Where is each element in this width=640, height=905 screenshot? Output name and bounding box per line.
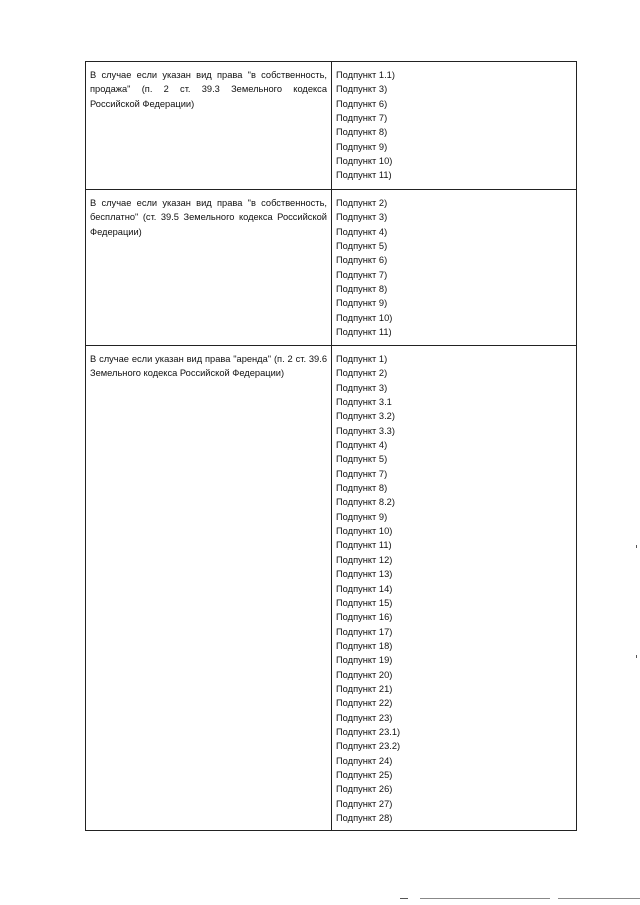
list-item: Подпункт 5) <box>336 241 388 252</box>
list-item: Подпункт 4) <box>336 226 388 237</box>
list-item: Подпункт 11) <box>336 327 392 338</box>
list-item: Подпункт 2) <box>336 368 388 379</box>
condition-cell <box>86 190 332 346</box>
list-item: Подпункт 27) <box>336 798 393 809</box>
table-row <box>86 62 577 190</box>
list-item: Подпункт 21) <box>336 683 393 694</box>
list-item: Подпункт 7) <box>336 113 388 124</box>
list-item: Подпункт 10) <box>336 156 393 167</box>
list-item: Подпункт 24) <box>336 755 393 766</box>
condition-text: В случае если указан вид права "аренда" (п. 2 ст. 39.6 Земельного кодекса Российской Федерации) <box>90 354 327 379</box>
list-item: Подпункт 19) <box>336 655 393 666</box>
list-item: Подпункт 3) <box>336 212 388 223</box>
list-item: Подпункт 3) <box>336 84 388 95</box>
condition-cell <box>86 62 332 190</box>
list-item: Подпункт 14) <box>336 583 393 594</box>
list-item: Подпункт 11) <box>336 540 392 551</box>
condition-cell <box>86 346 332 831</box>
list-item: Подпункт 2) <box>336 198 388 208</box>
list-item: Подпункт 6) <box>336 255 388 266</box>
list-item: Подпункт 22) <box>336 698 393 709</box>
list-item: Подпункт 3.2) <box>336 411 395 422</box>
list-item: Подпункт 11) <box>336 170 392 181</box>
list-item: Подпункт 28) <box>336 813 393 823</box>
list-item: Подпункт 8) <box>336 127 388 138</box>
list-item: Подпункт 1) <box>336 354 388 364</box>
list-item: Подпункт 7) <box>336 468 388 479</box>
list-item: Подпункт 25) <box>336 769 393 780</box>
list-item: Подпункт 1.1) <box>336 70 395 80</box>
list-item: Подпункт 9) <box>336 141 388 152</box>
list-item: Подпункт 8) <box>336 284 388 295</box>
list-item: Подпункт 10) <box>336 526 393 537</box>
list-item: Подпункт 7) <box>336 269 388 280</box>
scan-mark <box>636 655 637 658</box>
list-item: Подпункт 3) <box>336 382 388 393</box>
list-item: Подпункт 18) <box>336 640 393 651</box>
items-cell <box>332 346 577 831</box>
list-item: Подпункт 3.1 <box>336 397 392 408</box>
table-row <box>86 346 577 831</box>
list-item: Подпункт 12) <box>336 554 393 565</box>
items-cell <box>332 190 577 346</box>
list-item: Подпункт 3.3) <box>336 425 395 436</box>
scan-mark <box>420 898 550 899</box>
list-item: Подпункт 15) <box>336 597 393 608</box>
scan-mark <box>558 898 640 899</box>
list-item: Подпункт 13) <box>336 569 393 580</box>
list-item: Подпункт 8.2) <box>336 497 395 508</box>
list-item: Подпункт 6) <box>336 98 388 109</box>
list-item: Подпункт 10) <box>336 312 393 323</box>
condition-text: В случае если указан вид права "в собственность, бесплатно" (ст. 39.5 Земельного кодекса Российской Федерации) <box>90 198 327 237</box>
list-item: Подпункт 5) <box>336 454 388 465</box>
items-cell <box>332 62 577 190</box>
rights-table <box>85 61 577 831</box>
scan-mark <box>400 898 408 899</box>
condition-text: В случае если указан вид права "в собственность, продажа" (п. 2 ст. 39.3 Земельного кодекса Российской Федерации) <box>90 70 327 109</box>
list-item: Подпункт 23.2) <box>336 741 401 752</box>
list-item: Подпункт 9) <box>336 298 388 309</box>
list-item: Подпункт 26) <box>336 784 393 795</box>
list-item: Подпункт 9) <box>336 511 388 522</box>
list-item: Подпункт 4) <box>336 440 388 451</box>
list-item: Подпункт 17) <box>336 626 393 637</box>
list-item: Подпункт 20) <box>336 669 393 680</box>
list-item: Подпункт 23) <box>336 712 393 723</box>
list-item: Подпункт 8) <box>336 483 388 494</box>
list-item: Подпункт 23.1) <box>336 726 401 737</box>
table-row <box>86 190 577 346</box>
list-item: Подпункт 16) <box>336 612 393 623</box>
scan-mark <box>636 545 637 548</box>
